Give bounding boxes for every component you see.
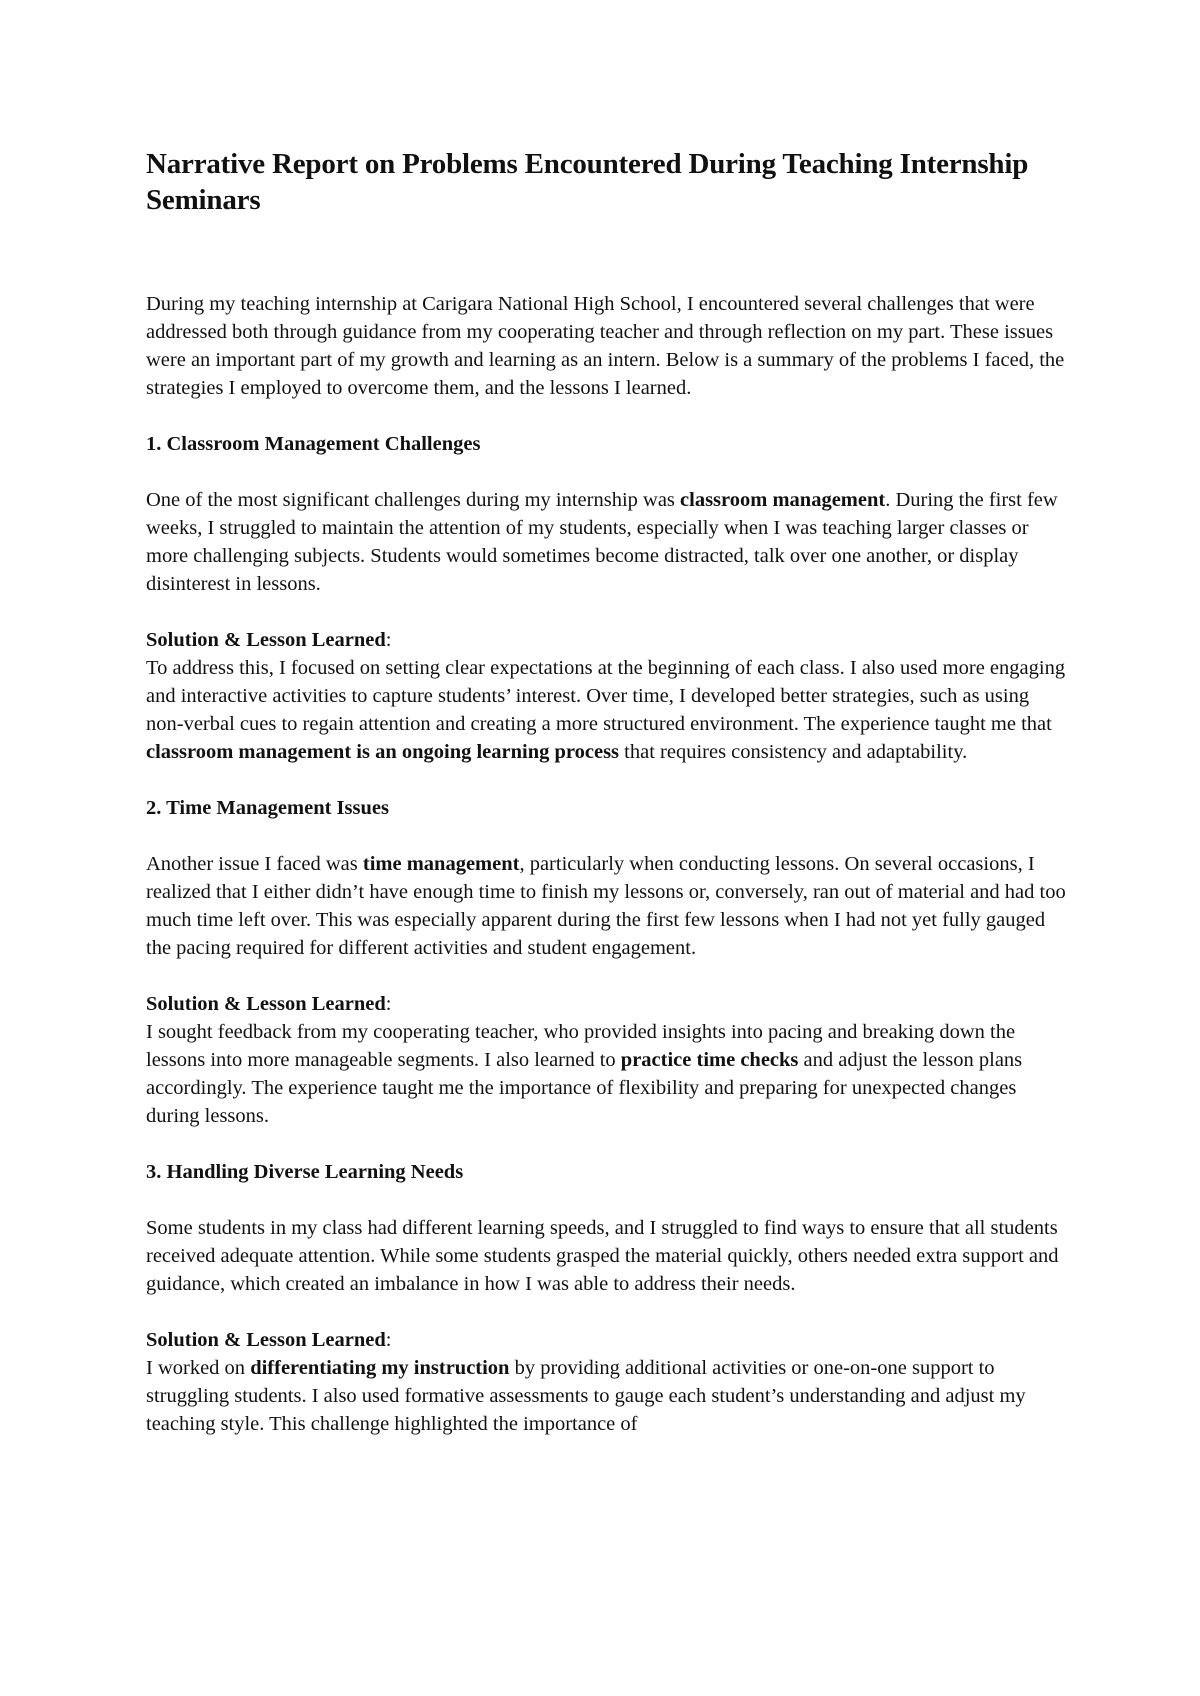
section-classroom-management (146, 430, 1066, 766)
intro-paragraph: During my teaching internship at Carigara National High School, I encountered several challenges that were addressed both through guidance from my cooperating teacher and through reflection on my part. These issues were an important part of my growth and learning as an intern. Below is a summary of the problems I faced, the strategies I employed to overcome them, and the lessons I learned. (146, 293, 1065, 399)
solution-paragraph (146, 990, 1066, 1130)
problem-emphasis: time management (362, 853, 520, 875)
problem-paragraph (146, 1214, 1066, 1298)
problem-text: . During the first few weeks, I struggled to maintain the attention of my students, especially when I was teaching larger classes or more challenging subjects. Students would sometimes become distracted, talk over one another, or display disinterest in lessons. (146, 489, 1058, 595)
section-heading: 2. Time Management Issues (146, 797, 389, 819)
problem-paragraph (146, 850, 1066, 962)
solution-text: that requires consistency and adaptability. (619, 741, 968, 763)
solution-label-colon: : (385, 1329, 392, 1351)
problem-paragraph (146, 486, 1066, 598)
solution-paragraph (146, 626, 1066, 766)
solution-emphasis: differentiating my instruction (250, 1357, 510, 1379)
solution-label: Solution & Lesson Learned (146, 629, 386, 651)
section-heading: 3. Handling Diverse Learning Needs (146, 1161, 464, 1183)
solution-label-colon: : (385, 629, 392, 651)
solution-text: I worked on (146, 1357, 251, 1379)
solution-label-colon: : (385, 993, 392, 1015)
problem-text: Another issue I faced was (146, 853, 363, 875)
solution-emphasis: practice time checks (620, 1049, 799, 1071)
solution-label: Solution & Lesson Learned (146, 1329, 386, 1351)
document-title: Narrative Report on Problems Encountered During Teaching Internship Seminars (146, 148, 1029, 216)
problem-text: Some students in my class had different learning speeds, and I struggled to find ways to ensure that all students received adequate attention. While some students grasped the material quickly, others needed extra support and guidance, which created an imbalance in how I was able to address their needs. (146, 1217, 1059, 1295)
solution-label: Solution & Lesson Learned (146, 993, 386, 1015)
solution-emphasis: classroom management is an ongoing learning process (146, 741, 620, 763)
solution-text: and adjust the lesson plans accordingly. The experience taught me the importance of flexibility and preparing for unexpected changes during lessons. (146, 1049, 1023, 1127)
problem-text: One of the most significant challenges during my internship was (146, 489, 681, 511)
solution-text: To address this, I focused on setting clear expectations at the beginning of each class. I also used more engaging and interactive activities to capture students’ interest. Over time, I developed better strategies, such as using non-verbal cues to regain attention and creating a more structured environment. The experience taught me that (146, 657, 1066, 735)
document-page (146, 146, 1066, 1466)
section-heading: 1. Classroom Management Challenges (146, 433, 481, 455)
section-diverse-learning-needs (146, 1158, 1066, 1438)
solution-paragraph (146, 1326, 1066, 1438)
problem-emphasis: classroom management (680, 489, 886, 511)
problem-text: , particularly when conducting lessons. On several occasions, I realized that I either didn’t have enough time to finish my lessons or, conversely, ran out of material and had too much time left over. This was especially apparent during the first few lessons when I had not yet fully gauged the pacing required for different activities and student engagement. (146, 853, 1066, 959)
section-time-management (146, 794, 1066, 1130)
solution-text: by providing additional activities or one-on-one support to struggling students. I also used formative assessments to gauge each student’s understanding and adjust my teaching style. This challenge highlighted the importance of (146, 1357, 1026, 1435)
solution-text: I sought feedback from my cooperating teacher, who provided insights into pacing and breaking down the lessons into more manageable segments. I also learned to (146, 1021, 1016, 1071)
